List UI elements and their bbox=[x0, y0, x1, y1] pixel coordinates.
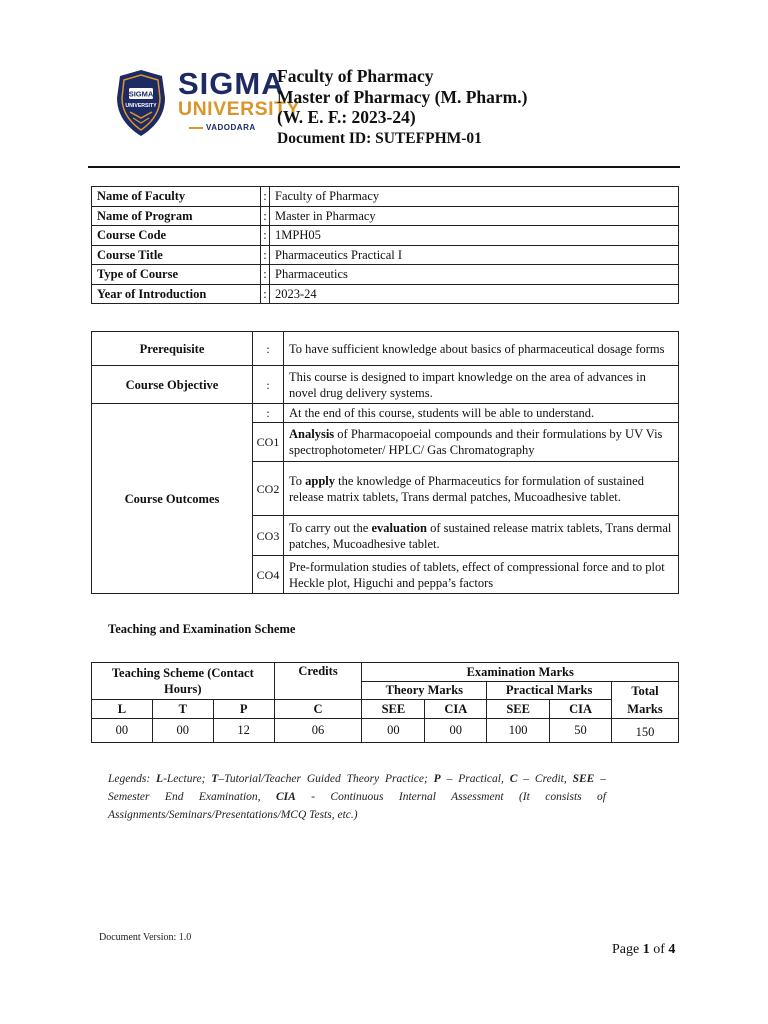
table-row bbox=[92, 284, 679, 304]
cell-l: 00 bbox=[92, 718, 153, 742]
legend-text: -Lecture; bbox=[163, 773, 212, 785]
table-row bbox=[92, 245, 679, 265]
outcome-text bbox=[284, 423, 679, 462]
info-separator: : bbox=[261, 284, 270, 304]
header-cia-theory: CIA bbox=[425, 700, 487, 719]
legend-text: - Continuous Internal Assessment (It consists of Assignments/Seminars/Presentations/MCQ Tests, etc.) bbox=[108, 791, 606, 821]
logo-name: SIGMA bbox=[178, 66, 285, 101]
cell-c: 06 bbox=[274, 718, 362, 742]
outcome-text-post: of sustained release matrix tablets, Trans dermal patches, Mucoadhesive tablet. bbox=[289, 520, 672, 551]
header-cia-practical: CIA bbox=[550, 700, 612, 719]
info-label: Type of Course bbox=[92, 265, 261, 285]
outcome-text-post: of Pharmacopoeial compounds and their formulations by UV Vis spectrophotometer/ HPLC/ Gas Chromatography bbox=[289, 427, 663, 457]
header-wef: (W. E. F.: 2023-24) bbox=[277, 107, 416, 127]
header-document-id: Document ID: SUTEFPHM-01 bbox=[277, 129, 482, 147]
legend-key: L bbox=[156, 773, 164, 785]
outcome-keyword: apply bbox=[305, 473, 336, 488]
outcome-code: CO2 bbox=[253, 462, 284, 516]
logo-city: VADODARA bbox=[206, 123, 256, 132]
info-value: 1MPH05 bbox=[270, 226, 679, 246]
outcome-text bbox=[284, 556, 679, 594]
outcome-code: CO1 bbox=[253, 423, 284, 462]
header-theory-marks: Theory Marks bbox=[362, 681, 487, 700]
info-value: Pharmaceutics bbox=[270, 265, 679, 285]
prerequisite-label: Prerequisite bbox=[92, 332, 253, 366]
table-row bbox=[92, 700, 679, 719]
university-logo bbox=[112, 66, 301, 140]
page-word: Page bbox=[612, 942, 643, 957]
header-total-line2: Marks bbox=[627, 701, 663, 716]
outcome-keyword: evaluation bbox=[371, 520, 427, 535]
info-value: Pharmaceutics Practical I bbox=[270, 245, 679, 265]
cell-see-practical: 100 bbox=[487, 718, 550, 742]
cell-see-theory: 00 bbox=[362, 718, 425, 742]
legend-key: SEE bbox=[572, 773, 595, 785]
info-label: Course Title bbox=[92, 245, 261, 265]
header-t: T bbox=[152, 700, 213, 719]
table-row bbox=[92, 404, 679, 423]
info-value: Master in Pharmacy bbox=[270, 206, 679, 226]
outcome-text-pre: Pre-formulation studies of tablets, effect of compressional force and to plot Heckle plot, Higuchi and peppa’s factors bbox=[289, 559, 665, 590]
legend-text: – Practical, bbox=[440, 773, 510, 785]
outcome-text-pre: To bbox=[289, 473, 306, 488]
outcome-code: CO4 bbox=[253, 556, 284, 594]
outcome-code: CO3 bbox=[253, 516, 284, 556]
seal-bottom-text: UNIVERSITY bbox=[125, 103, 157, 109]
outcomes-intro: At the end of this course, students will be able to understand. bbox=[284, 404, 679, 423]
scheme-section-title: Teaching and Examination Scheme bbox=[108, 622, 296, 636]
page-of: of bbox=[649, 942, 669, 957]
table-row bbox=[92, 265, 679, 285]
info-separator: : bbox=[261, 187, 270, 207]
header-practical-marks: Practical Marks bbox=[487, 681, 612, 700]
page-number bbox=[612, 942, 675, 958]
table-row bbox=[92, 332, 679, 366]
cell-cia-theory: 00 bbox=[425, 718, 487, 742]
header-total-marks bbox=[612, 681, 679, 718]
document-version: Document Version: 1.0 bbox=[99, 932, 192, 943]
page-current: 1 bbox=[642, 942, 650, 957]
cell-p: 12 bbox=[213, 718, 274, 742]
objective-separator: : bbox=[253, 366, 284, 404]
logo-city-line bbox=[186, 124, 256, 132]
legend-key: P bbox=[433, 773, 441, 785]
legend-text: –Tutorial/Teacher Guided Theory Practice; bbox=[218, 773, 434, 785]
info-label: Course Code bbox=[92, 226, 261, 246]
info-label: Name of Program bbox=[92, 206, 261, 226]
header-teaching-scheme: Teaching Scheme (Contact Hours) bbox=[92, 663, 275, 700]
cell-t: 00 bbox=[152, 718, 213, 742]
legend-prefix: Legends: bbox=[108, 773, 157, 785]
header-total-line1: Total bbox=[631, 683, 659, 698]
course-info-table bbox=[91, 186, 679, 304]
outcome-text-pre: To carry out the bbox=[289, 520, 372, 535]
info-separator: : bbox=[261, 265, 270, 285]
legend-text: – Credit, bbox=[517, 773, 573, 785]
info-label: Name of Faculty bbox=[92, 187, 261, 207]
teaching-exam-scheme-table bbox=[91, 662, 679, 743]
table-row bbox=[92, 366, 679, 404]
table-row bbox=[92, 663, 679, 682]
header-divider bbox=[88, 166, 680, 168]
header-see-practical: SEE bbox=[487, 700, 550, 719]
header-exam-marks: Examination Marks bbox=[362, 663, 679, 682]
seal-top-text: SIGMA bbox=[128, 89, 154, 99]
outcomes-separator: : bbox=[253, 404, 284, 423]
header-see-theory: SEE bbox=[362, 700, 425, 719]
info-separator: : bbox=[261, 226, 270, 246]
header-program: Master of Pharmacy (M. Pharm.) bbox=[277, 86, 528, 107]
prerequisite-separator: : bbox=[253, 332, 284, 366]
table-row bbox=[92, 226, 679, 246]
university-seal-icon bbox=[112, 68, 170, 140]
info-value: 2023-24 bbox=[270, 284, 679, 304]
info-separator: : bbox=[261, 206, 270, 226]
objective-label: Course Objective bbox=[92, 366, 253, 404]
outcome-text bbox=[284, 462, 679, 516]
table-row bbox=[92, 718, 679, 742]
course-details-table bbox=[91, 331, 679, 594]
logo-sub: UNIVERSITY bbox=[178, 98, 301, 120]
table-row bbox=[92, 187, 679, 207]
info-label: Year of Introduction bbox=[92, 284, 261, 304]
info-separator: : bbox=[261, 245, 270, 265]
document-header bbox=[277, 66, 527, 150]
legend-key: T bbox=[211, 773, 219, 785]
prerequisite-value: To have sufficient knowledge about basics of pharmaceutical dosage forms bbox=[284, 332, 679, 366]
header-p: P bbox=[213, 700, 274, 719]
outcomes-label: Course Outcomes bbox=[92, 404, 253, 594]
outcome-keyword: Analysis bbox=[289, 427, 335, 441]
page-total: 4 bbox=[668, 942, 676, 957]
legend-text: – Semester End Examination, bbox=[108, 773, 606, 803]
table-row bbox=[92, 206, 679, 226]
cell-cia-practical: 50 bbox=[550, 718, 612, 742]
legend-key: C bbox=[509, 773, 518, 785]
outcome-text-post: the knowledge of Pharmaceutics for formulation of sustained release matrix tablets, Trans dermal patches, Mucoadhesive tablet. bbox=[289, 473, 644, 504]
legend-key: CIA bbox=[275, 791, 296, 803]
info-value: Faculty of Pharmacy bbox=[270, 187, 679, 207]
header-faculty: Faculty of Pharmacy bbox=[277, 66, 434, 86]
header-l: L bbox=[92, 700, 153, 719]
outcome-text bbox=[284, 516, 679, 556]
legend-note bbox=[108, 770, 606, 824]
header-credits: Credits bbox=[274, 663, 362, 700]
objective-value: This course is designed to impart knowledge on the area of advances in novel drug delivery systems. bbox=[284, 366, 679, 404]
header-c: C bbox=[274, 700, 362, 719]
cell-total: 150 bbox=[612, 718, 679, 742]
